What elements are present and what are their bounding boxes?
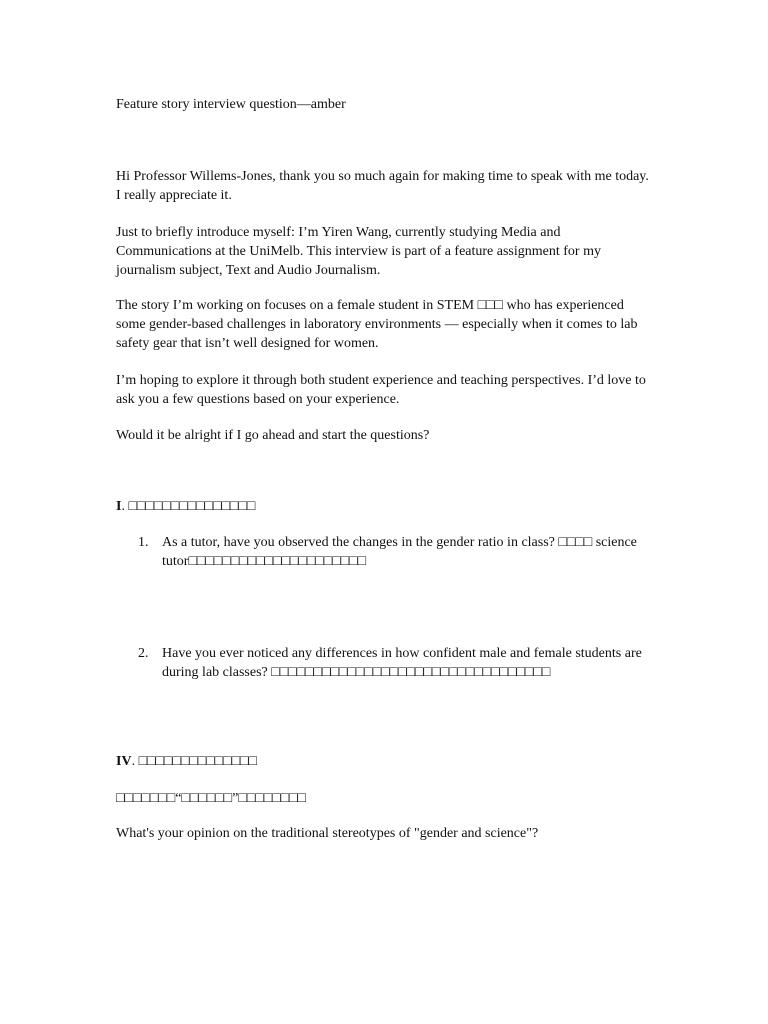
- section-subheading: □□□□□□□“□□□□□□”□□□□□□□□: [116, 791, 307, 806]
- list-item: [138, 533, 658, 571]
- intro-paragraph-self-introduction: Just to briefly introduce myself: I’m Yiren Wang, currently studying Media and Communications at the UniMelb. This interview is part of a feature assignment for my journalism subject, Text and Audio Journalism.: [116, 225, 601, 278]
- question-text: Have you ever noticed any differences in how confident male and female students are during lab classes? □□□□□□□□□□□□□□□□□□□□□□□□□□□□□□□□□: [162, 646, 642, 680]
- section-heading-4: [116, 752, 656, 771]
- section-heading-text: . □□□□□□□□□□□□□□: [131, 754, 257, 769]
- question-text: What's your opinion on the traditional stereotypes of "gender and science"?: [116, 826, 539, 841]
- section-number: I: [116, 499, 122, 514]
- section-heading-text: . □□□□□□□□□□□□□□□: [121, 499, 256, 514]
- section-number: IV: [116, 754, 132, 769]
- list-number: 1.: [138, 535, 149, 550]
- intro-paragraph-greeting: Hi Professor Willems-Jones, thank you so much again for making time to speak with me today. I really appreciate it.: [116, 169, 649, 203]
- question-text: As a tutor, have you observed the changes in the gender ratio in class? □□□□ science tutor□□□□□□□□□□□□□□□□□□□□□: [162, 535, 637, 569]
- intro-paragraph-story-focus: The story I’m working on focuses on a female student in STEM □□□ who has experienced some gender-based challenges in laboratory environments — especially when it comes to lab safety gear that isn’t well designed for women.: [116, 298, 638, 351]
- intro-paragraph-perspectives: I’m hoping to explore it through both student experience and teaching perspectives. I’d love to ask you a few questions based on your experience.: [116, 373, 646, 407]
- list-number: 2.: [138, 646, 149, 661]
- section-heading-1: [116, 497, 656, 516]
- document-title: Feature story interview question—amber: [116, 97, 346, 112]
- intro-paragraph-permission: Would it be alright if I go ahead and start the questions?: [116, 428, 430, 443]
- list-item: [138, 644, 658, 682]
